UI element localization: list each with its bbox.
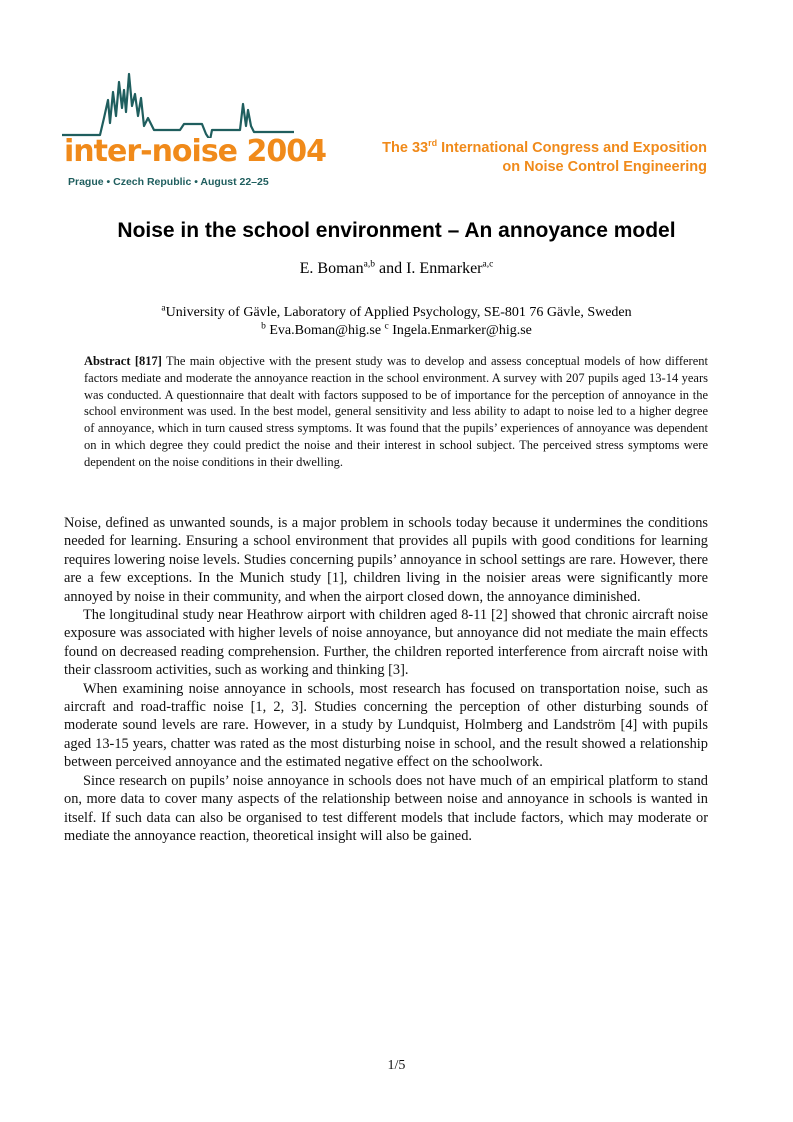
body-text	[64, 514, 708, 845]
paragraph-2: The longitudinal study near Heathrow airport with children aged 8-11 [2] showed that chronic aircraft noise exposure was associated with higher levels of noise annoyance, but annoyance did not mediate the main effects found on decreased reading comprehension. Further, the children reported interference from aircraft noise with their classroom activities, such as working and thinking [3].	[64, 607, 708, 679]
paragraph-4: Since research on pupils’ noise annoyance in schools does not have much of an empirical platform to stand on, more data to cover many aspects of the relationship between noise and annoyance in schools is wanted in itself. If such data can also be organised to test different models that include factors, which may moderate or mediate the annoyance reaction, theoretical insight will also be gained.	[64, 772, 708, 844]
affil-c-marker: c	[384, 321, 389, 332]
affil-b-marker: b	[261, 321, 266, 332]
abstract-label: Abstract [817]	[84, 354, 162, 368]
congress-heading	[382, 139, 707, 177]
prague-skyline-icon	[62, 68, 294, 138]
affil-a-marker: a	[161, 303, 166, 314]
author-1: E. Boman	[299, 260, 364, 277]
affil-a-text: University of Gävle, Laboratory of Applied Psychology, SE-801 76 Gävle, Sweden	[165, 305, 632, 320]
author-1-affil: a,b	[363, 259, 375, 270]
author-2-affil: a,c	[482, 259, 494, 270]
author-2: and I. Enmarker	[375, 260, 483, 277]
congress-prefix: The 33	[382, 140, 429, 156]
logo-subtitle: Prague • Czech Republic • August 22–25	[68, 176, 269, 188]
paragraph-1: Noise, defined as unwanted sounds, is a major problem in schools today because it undermines the conditions needed for learning. Ensuring a school environment that provides all pupils with good conditions for learning requires lowering noise levels. Studies concerning pupils’ annoyance in school settings are rare. However, there are a few exceptions. In the Munich study [1], children living in the noisier areas were significantly more annoyed by noise in their community, and when the airport closed down, the annoyance diminished.	[64, 515, 708, 605]
abstract-text: The main objective with the present study was to develop and assess conceptual models of how different factors mediate and moderate the annoyance reaction in the school environment. A survey with 207 pupils aged 13-14 years was conducted. A questionnaire that dealt with factors supposed to be of importance for the perception of annoyance in the school environment was used. In the best model, general sensitivity and less ability to adapt to noise led to a higher degree of annoyance, which in turn caused stress symptoms. It was found that the pupils’ experiences of annoyance was dependent on in which degree they could predict the noise and their interest in school subject. The perceived stress symptoms were dependent on the noise conditions in their dwelling.	[84, 354, 708, 469]
congress-line1: International Congress and Exposition	[437, 140, 707, 156]
page-number: 1/5	[387, 1058, 406, 1073]
paragraph-3: When examining noise annoyance in schools, most research has focused on transportation noise, such as aircraft and road-traffic noise [1, 2, 3]. Studies concerning the perception of other disturbing sounds of moderate sound levels are rare. However, in a study by Lundquist, Holmberg and Landström [4] with pupils aged 13-15 years, chatter was rated as the most disturbing noise in school, and the result showed a relationship between perceived annoyance and the estimated negative effect on the schoolwork.	[64, 680, 708, 771]
logo-wordmark: inter-noise 2004	[64, 134, 326, 169]
congress-ordinal: rd	[428, 138, 438, 149]
author-line	[0, 260, 793, 278]
email-b: Eva.Boman@hig.se	[265, 323, 385, 338]
email-c: Ingela.Enmarker@hig.se	[388, 323, 532, 338]
congress-logo	[62, 68, 326, 194]
affiliations	[0, 304, 793, 340]
congress-line2: on Noise Control Engineering	[502, 159, 707, 175]
paper-title: Noise in the school environment – An annoyance model	[117, 219, 676, 242]
abstract	[84, 353, 708, 471]
